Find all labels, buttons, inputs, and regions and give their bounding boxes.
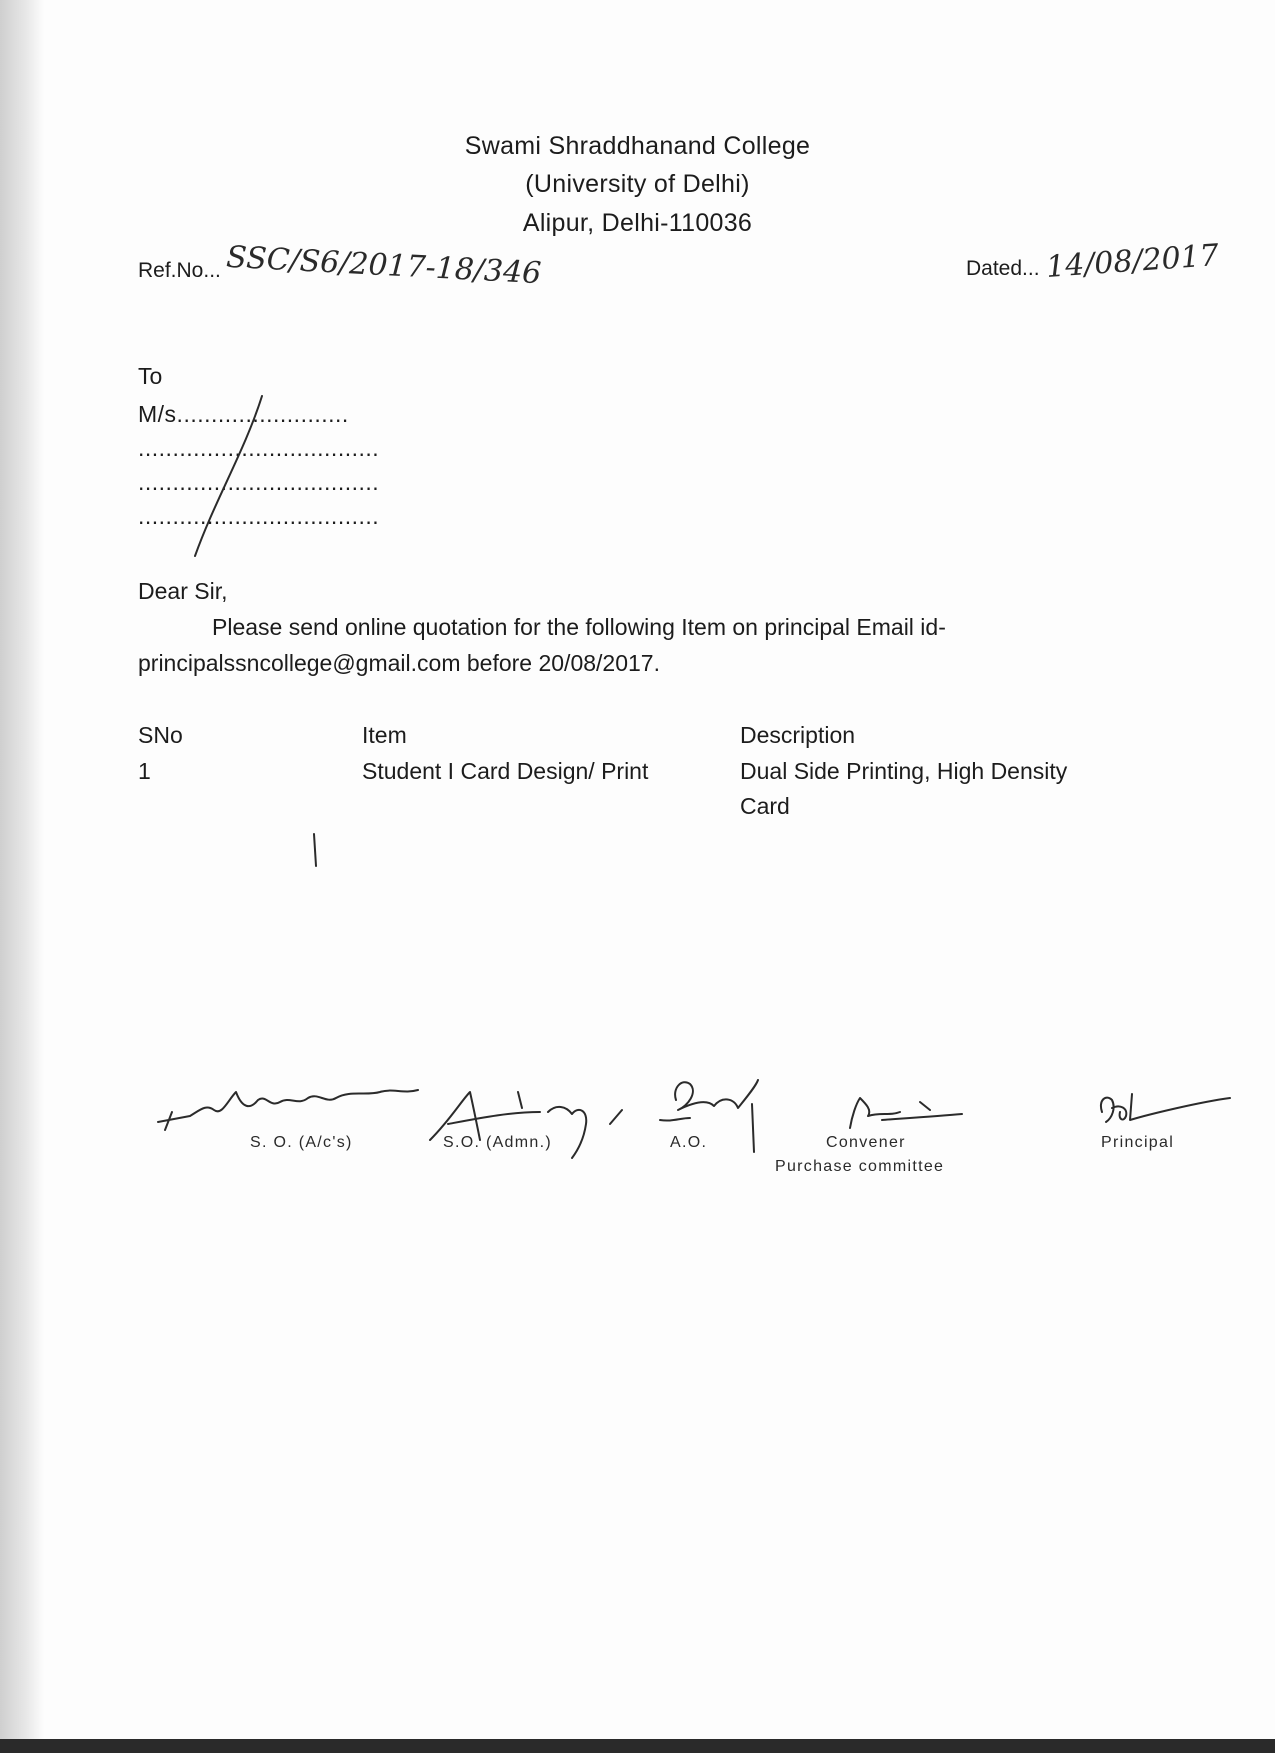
table-row-description: Dual Side Printing, High Density bbox=[740, 758, 1068, 784]
to-label: To bbox=[138, 363, 163, 389]
table-row-description-cont: Card bbox=[740, 793, 790, 819]
stray-mark bbox=[314, 834, 316, 866]
signature-so-accounts bbox=[158, 1090, 418, 1130]
body-line-1: Please send online quotation for the following Item on principal Email id- bbox=[212, 614, 946, 640]
ref-no-value: SSC/S6/2017-18/346 bbox=[225, 239, 543, 292]
convener-label: Convener bbox=[826, 1134, 906, 1151]
so-admin-label: S.O. (Admn.) bbox=[443, 1134, 552, 1151]
dated-label: Dated... bbox=[966, 257, 1040, 280]
table-header-description: Description bbox=[740, 722, 856, 748]
dated-value: 14/08/2017 bbox=[1044, 238, 1220, 285]
purchase-committee-label: Purchase committee bbox=[775, 1158, 945, 1175]
college-address: Alipur, Delhi-110036 bbox=[522, 209, 753, 237]
university-name: (University of Delhi) bbox=[525, 170, 750, 198]
recipient-address-line-3: ................................... bbox=[138, 503, 380, 529]
college-name: Swami Shraddhanand College bbox=[464, 132, 811, 160]
signature-principal bbox=[1101, 1094, 1230, 1122]
recipient-strike-line bbox=[195, 396, 262, 556]
ao-label: A.O. bbox=[670, 1134, 708, 1151]
scan-bottom-edge bbox=[0, 1739, 1275, 1753]
ref-no-label: Ref.No... bbox=[138, 259, 221, 282]
salutation: Dear Sir, bbox=[138, 578, 228, 604]
signature-ao bbox=[660, 1080, 758, 1152]
body-line-2: principalssncollege@gmail.com before 20/08/2017. bbox=[138, 650, 660, 676]
table-row-item: Student I Card Design/ Print bbox=[362, 758, 649, 784]
recipient-name-line: M/s......................... bbox=[138, 401, 349, 427]
signature-convener bbox=[850, 1098, 962, 1128]
recipient-address-line-2: ................................... bbox=[138, 469, 380, 495]
table-header-item: Item bbox=[362, 722, 407, 748]
recipient-address-line-1: ................................... bbox=[138, 435, 380, 461]
table-header-sno: SNo bbox=[138, 722, 183, 748]
principal-label: Principal bbox=[1101, 1134, 1175, 1151]
table-row-sno: 1 bbox=[138, 758, 151, 784]
so-accounts-label: S. O. (A/c's) bbox=[250, 1134, 353, 1151]
signature-so-admin bbox=[430, 1092, 622, 1158]
